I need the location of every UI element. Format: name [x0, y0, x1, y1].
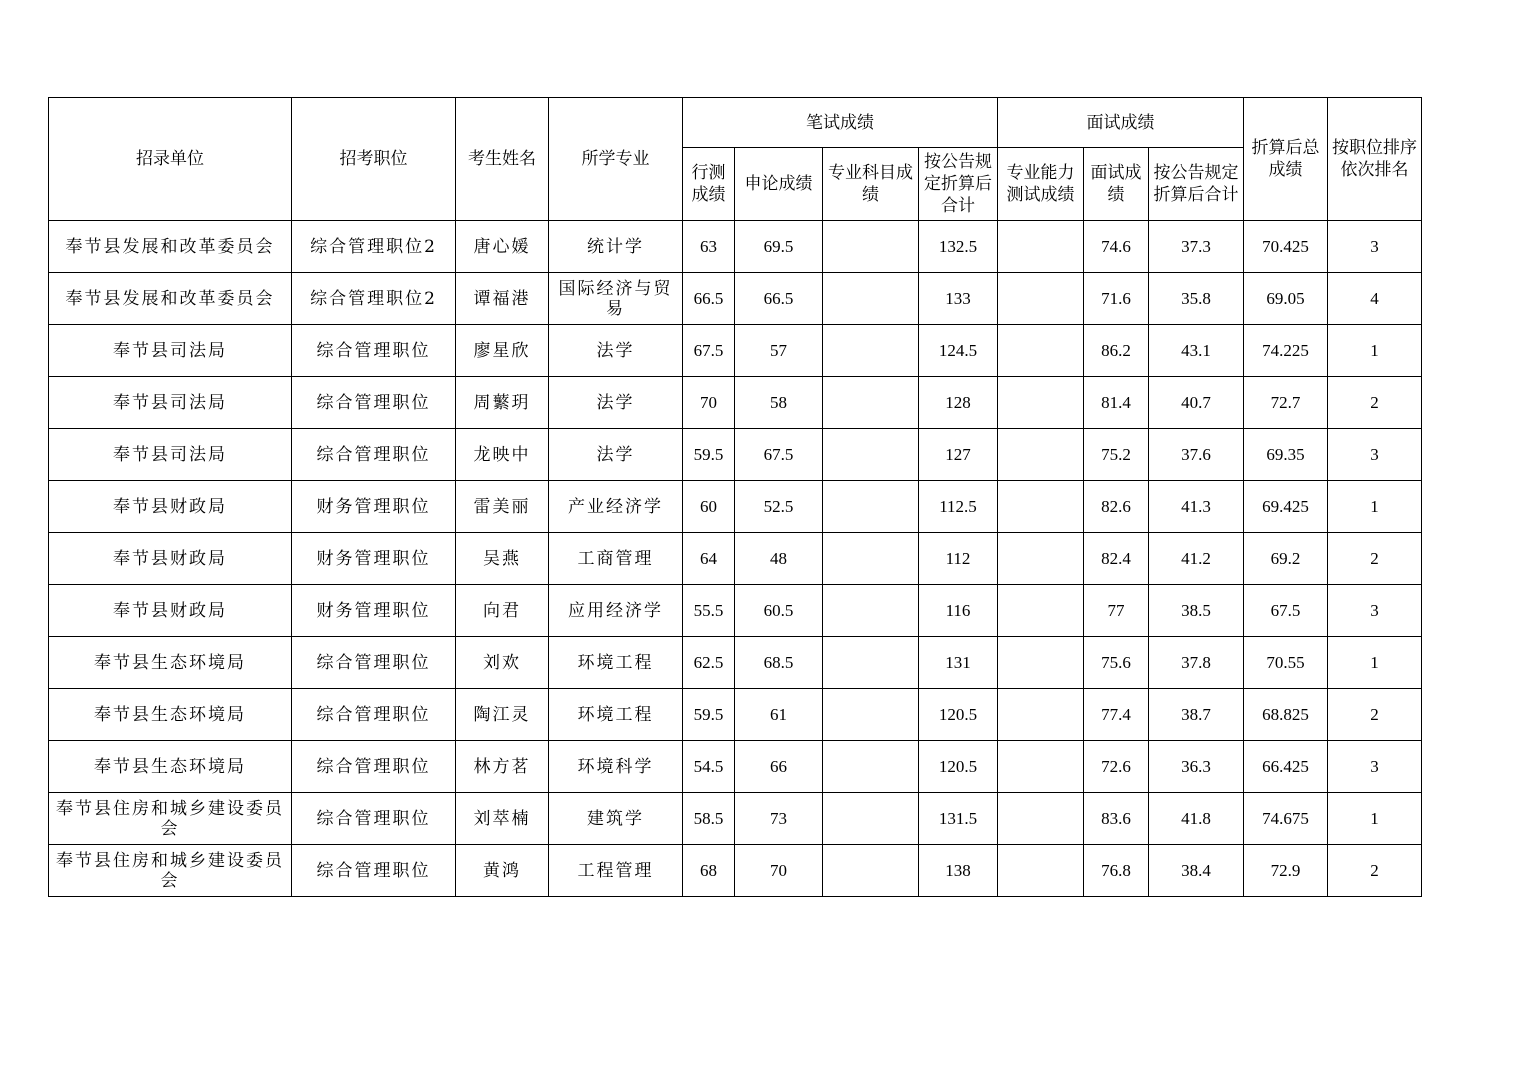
cell-unit: 奉节县财政局	[49, 533, 292, 585]
header-interview-score: 面试成绩	[1084, 148, 1149, 221]
cell-written-converted: 131	[919, 637, 998, 689]
cell-position: 财务管理职位	[292, 481, 456, 533]
cell-total: 68.825	[1244, 689, 1328, 741]
cell-interview-converted: 38.7	[1149, 689, 1244, 741]
cell-major: 产业经济学	[549, 481, 683, 533]
cell-major: 统计学	[549, 221, 683, 273]
cell-ability-test	[998, 221, 1084, 273]
cell-unit: 奉节县生态环境局	[49, 741, 292, 793]
cell-position: 综合管理职位2	[292, 221, 456, 273]
cell-xingce: 59.5	[683, 429, 735, 481]
cell-interview-converted: 38.4	[1149, 845, 1244, 897]
header-interview-converted: 按公告规定折算后合计	[1149, 148, 1244, 221]
cell-position: 综合管理职位	[292, 637, 456, 689]
cell-position: 综合管理职位	[292, 793, 456, 845]
header-major: 所学专业	[549, 98, 683, 221]
cell-major: 应用经济学	[549, 585, 683, 637]
cell-name: 吴燕	[456, 533, 549, 585]
cell-unit: 奉节县生态环境局	[49, 689, 292, 741]
cell-unit: 奉节县发展和改革委员会	[49, 221, 292, 273]
header-interview-group: 面试成绩	[998, 98, 1244, 148]
table-row	[49, 221, 1422, 273]
cell-interview-score: 71.6	[1084, 273, 1149, 325]
cell-interview-score: 72.6	[1084, 741, 1149, 793]
cell-interview-score: 86.2	[1084, 325, 1149, 377]
cell-position: 综合管理职位	[292, 325, 456, 377]
cell-name: 黄鸿	[456, 845, 549, 897]
cell-unit: 奉节县财政局	[49, 481, 292, 533]
cell-position: 综合管理职位	[292, 689, 456, 741]
cell-written-converted: 112.5	[919, 481, 998, 533]
cell-name: 雷美丽	[456, 481, 549, 533]
cell-special-subject	[823, 377, 919, 429]
cell-xingce: 58.5	[683, 793, 735, 845]
cell-written-converted: 138	[919, 845, 998, 897]
cell-ability-test	[998, 845, 1084, 897]
table-body	[49, 221, 1422, 897]
cell-major: 法学	[549, 377, 683, 429]
cell-name: 陶江灵	[456, 689, 549, 741]
cell-rank: 3	[1328, 221, 1422, 273]
header-written-group: 笔试成绩	[683, 98, 998, 148]
cell-special-subject	[823, 637, 919, 689]
cell-written-converted: 120.5	[919, 689, 998, 741]
cell-ability-test	[998, 793, 1084, 845]
cell-ability-test	[998, 429, 1084, 481]
cell-unit: 奉节县司法局	[49, 325, 292, 377]
cell-position: 财务管理职位	[292, 585, 456, 637]
cell-name: 周蘩玥	[456, 377, 549, 429]
table-row	[49, 741, 1422, 793]
cell-shenlun: 61	[735, 689, 823, 741]
table-row	[49, 793, 1422, 845]
header-shenlun: 申论成绩	[735, 148, 823, 221]
cell-rank: 2	[1328, 845, 1422, 897]
cell-xingce: 63	[683, 221, 735, 273]
cell-rank: 2	[1328, 377, 1422, 429]
cell-unit: 奉节县住房和城乡建设委员会	[49, 793, 292, 845]
cell-special-subject	[823, 481, 919, 533]
cell-major: 环境工程	[549, 637, 683, 689]
header-total: 折算后总成绩	[1244, 98, 1328, 221]
cell-ability-test	[998, 533, 1084, 585]
cell-name: 龙映中	[456, 429, 549, 481]
cell-total: 69.35	[1244, 429, 1328, 481]
cell-interview-converted: 41.2	[1149, 533, 1244, 585]
table-row	[49, 325, 1422, 377]
cell-ability-test	[998, 689, 1084, 741]
cell-ability-test	[998, 377, 1084, 429]
cell-interview-score: 75.6	[1084, 637, 1149, 689]
cell-rank: 3	[1328, 429, 1422, 481]
cell-total: 69.2	[1244, 533, 1328, 585]
cell-rank: 4	[1328, 273, 1422, 325]
cell-major: 建筑学	[549, 793, 683, 845]
cell-total: 74.675	[1244, 793, 1328, 845]
cell-shenlun: 57	[735, 325, 823, 377]
cell-rank: 2	[1328, 689, 1422, 741]
cell-total: 72.7	[1244, 377, 1328, 429]
cell-unit: 奉节县生态环境局	[49, 637, 292, 689]
cell-major: 工商管理	[549, 533, 683, 585]
cell-total: 70.55	[1244, 637, 1328, 689]
cell-special-subject	[823, 845, 919, 897]
cell-rank: 1	[1328, 325, 1422, 377]
cell-total: 69.05	[1244, 273, 1328, 325]
cell-major: 环境工程	[549, 689, 683, 741]
cell-interview-converted: 38.5	[1149, 585, 1244, 637]
cell-special-subject	[823, 429, 919, 481]
cell-name: 廖星欣	[456, 325, 549, 377]
cell-shenlun: 69.5	[735, 221, 823, 273]
cell-total: 66.425	[1244, 741, 1328, 793]
cell-interview-converted: 36.3	[1149, 741, 1244, 793]
table-row	[49, 481, 1422, 533]
cell-total: 67.5	[1244, 585, 1328, 637]
cell-xingce: 64	[683, 533, 735, 585]
cell-interview-score: 77.4	[1084, 689, 1149, 741]
cell-major: 环境科学	[549, 741, 683, 793]
cell-special-subject	[823, 741, 919, 793]
cell-rank: 1	[1328, 481, 1422, 533]
cell-written-converted: 116	[919, 585, 998, 637]
cell-total: 69.425	[1244, 481, 1328, 533]
cell-interview-converted: 37.8	[1149, 637, 1244, 689]
cell-total: 72.9	[1244, 845, 1328, 897]
table-row	[49, 273, 1422, 325]
cell-interview-score: 74.6	[1084, 221, 1149, 273]
cell-unit: 奉节县财政局	[49, 585, 292, 637]
cell-xingce: 62.5	[683, 637, 735, 689]
cell-ability-test	[998, 741, 1084, 793]
cell-xingce: 60	[683, 481, 735, 533]
table-row	[49, 377, 1422, 429]
cell-special-subject	[823, 273, 919, 325]
cell-special-subject	[823, 533, 919, 585]
cell-position: 综合管理职位2	[292, 273, 456, 325]
cell-name: 林方茗	[456, 741, 549, 793]
table-row	[49, 689, 1422, 741]
cell-special-subject	[823, 325, 919, 377]
cell-written-converted: 128	[919, 377, 998, 429]
cell-shenlun: 58	[735, 377, 823, 429]
cell-ability-test	[998, 637, 1084, 689]
cell-unit: 奉节县发展和改革委员会	[49, 273, 292, 325]
score-table	[48, 97, 1422, 897]
cell-xingce: 54.5	[683, 741, 735, 793]
cell-name: 向君	[456, 585, 549, 637]
cell-unit: 奉节县司法局	[49, 377, 292, 429]
cell-interview-score: 82.6	[1084, 481, 1149, 533]
cell-rank: 2	[1328, 533, 1422, 585]
cell-interview-score: 83.6	[1084, 793, 1149, 845]
table-row	[49, 637, 1422, 689]
cell-written-converted: 112	[919, 533, 998, 585]
cell-special-subject	[823, 221, 919, 273]
cell-xingce: 68	[683, 845, 735, 897]
table-row	[49, 845, 1422, 897]
cell-written-converted: 127	[919, 429, 998, 481]
cell-name: 谭福港	[456, 273, 549, 325]
table-header	[49, 98, 1422, 221]
cell-interview-score: 76.8	[1084, 845, 1149, 897]
cell-name: 刘萃楠	[456, 793, 549, 845]
cell-interview-score: 77	[1084, 585, 1149, 637]
cell-name: 刘欢	[456, 637, 549, 689]
cell-shenlun: 70	[735, 845, 823, 897]
table-row	[49, 585, 1422, 637]
cell-position: 综合管理职位	[292, 741, 456, 793]
cell-position: 综合管理职位	[292, 845, 456, 897]
cell-rank: 3	[1328, 585, 1422, 637]
cell-major: 法学	[549, 325, 683, 377]
header-written-converted: 按公告规定折算后合计	[919, 148, 998, 221]
cell-unit: 奉节县司法局	[49, 429, 292, 481]
cell-shenlun: 66.5	[735, 273, 823, 325]
cell-shenlun: 73	[735, 793, 823, 845]
cell-shenlun: 52.5	[735, 481, 823, 533]
cell-ability-test	[998, 585, 1084, 637]
cell-rank: 1	[1328, 637, 1422, 689]
cell-major: 工程管理	[549, 845, 683, 897]
cell-xingce: 55.5	[683, 585, 735, 637]
cell-interview-score: 75.2	[1084, 429, 1149, 481]
header-name: 考生姓名	[456, 98, 549, 221]
cell-special-subject	[823, 793, 919, 845]
header-ability-test: 专业能力测试成绩	[998, 148, 1084, 221]
cell-xingce: 70	[683, 377, 735, 429]
cell-major: 国际经济与贸易	[549, 273, 683, 325]
cell-ability-test	[998, 273, 1084, 325]
cell-total: 70.425	[1244, 221, 1328, 273]
cell-shenlun: 60.5	[735, 585, 823, 637]
cell-total: 74.225	[1244, 325, 1328, 377]
cell-interview-converted: 40.7	[1149, 377, 1244, 429]
cell-xingce: 67.5	[683, 325, 735, 377]
cell-written-converted: 132.5	[919, 221, 998, 273]
cell-written-converted: 124.5	[919, 325, 998, 377]
cell-shenlun: 68.5	[735, 637, 823, 689]
header-position: 招考职位	[292, 98, 456, 221]
table-row	[49, 533, 1422, 585]
cell-written-converted: 120.5	[919, 741, 998, 793]
cell-interview-score: 82.4	[1084, 533, 1149, 585]
cell-special-subject	[823, 585, 919, 637]
cell-unit: 奉节县住房和城乡建设委员会	[49, 845, 292, 897]
cell-shenlun: 48	[735, 533, 823, 585]
table-row	[49, 429, 1422, 481]
cell-position: 综合管理职位	[292, 377, 456, 429]
cell-interview-score: 81.4	[1084, 377, 1149, 429]
cell-special-subject	[823, 689, 919, 741]
cell-xingce: 59.5	[683, 689, 735, 741]
cell-shenlun: 67.5	[735, 429, 823, 481]
cell-shenlun: 66	[735, 741, 823, 793]
cell-written-converted: 133	[919, 273, 998, 325]
cell-interview-converted: 37.3	[1149, 221, 1244, 273]
cell-ability-test	[998, 325, 1084, 377]
cell-rank: 3	[1328, 741, 1422, 793]
cell-interview-converted: 41.3	[1149, 481, 1244, 533]
cell-interview-converted: 41.8	[1149, 793, 1244, 845]
cell-position: 财务管理职位	[292, 533, 456, 585]
cell-interview-converted: 35.8	[1149, 273, 1244, 325]
cell-name: 唐心媛	[456, 221, 549, 273]
header-xingce: 行测成绩	[683, 148, 735, 221]
header-rank: 按职位排序依次排名	[1328, 98, 1422, 221]
cell-position: 综合管理职位	[292, 429, 456, 481]
cell-written-converted: 131.5	[919, 793, 998, 845]
header-unit: 招录单位	[49, 98, 292, 221]
cell-ability-test	[998, 481, 1084, 533]
cell-interview-converted: 37.6	[1149, 429, 1244, 481]
header-special-subject: 专业科目成绩	[823, 148, 919, 221]
cell-major: 法学	[549, 429, 683, 481]
cell-interview-converted: 43.1	[1149, 325, 1244, 377]
cell-xingce: 66.5	[683, 273, 735, 325]
cell-rank: 1	[1328, 793, 1422, 845]
